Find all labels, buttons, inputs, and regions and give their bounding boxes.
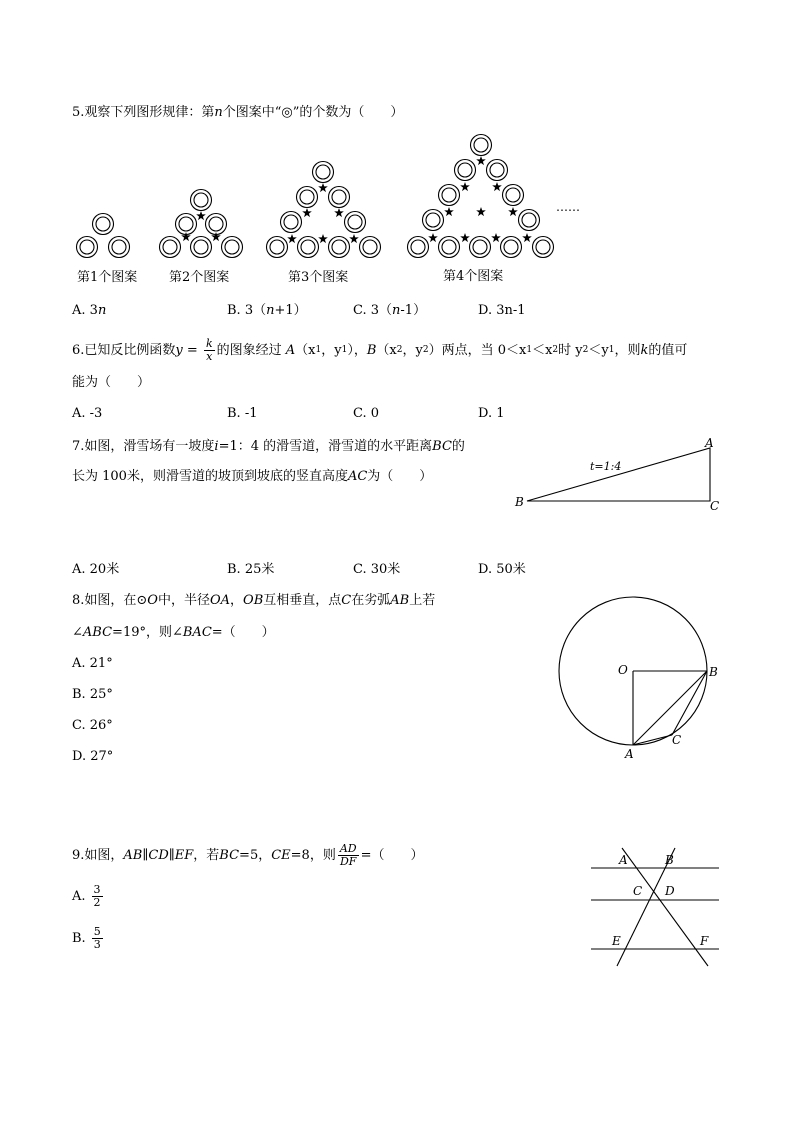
- q9-option-b[interactable]: B. $\frac{5}{3}$: [72, 924, 101, 951]
- q7-stem-line2: 长为 100米，则滑雪道的坡顶到坡底的竖直高度AC为（ ）: [72, 469, 433, 484]
- q7-option-d[interactable]: D. 50米: [478, 562, 526, 577]
- pattern-3: [267, 162, 381, 258]
- q5-option-b[interactable]: B. 3（n+1）: [227, 303, 307, 318]
- q5-option-c[interactable]: C. 3（n-1）: [353, 303, 427, 318]
- q7-slope-figure: [510, 435, 750, 515]
- q5-label-3: 第3个图案: [288, 270, 349, 285]
- q5-label-4: 第4个图案: [443, 269, 504, 284]
- q8-stem-line2: ∠ABC=19°，则∠BAC=（ ）: [72, 625, 275, 640]
- q6-option-b[interactable]: B. -1: [227, 406, 258, 421]
- q6-option-a[interactable]: A. -3: [72, 406, 103, 421]
- q7-option-c[interactable]: C. 30米: [353, 562, 401, 577]
- q5-option-a[interactable]: A. 3n: [72, 303, 107, 318]
- q9-parallel-lines-figure: [585, 842, 735, 972]
- q5-stem: 5.观察下列图形规律：第n个图案中“◎”的个数为（ ）: [72, 105, 404, 120]
- q7-label-B: B: [515, 495, 524, 509]
- q5-option-d[interactable]: D. 3n-1: [478, 303, 526, 318]
- q9-label-A: A: [619, 853, 628, 867]
- pattern-4: [408, 135, 554, 258]
- q5-label-2: 第2个图案: [169, 270, 230, 285]
- q7-stem-line1: 7.如图，滑雪场有一坡度i=1：4 的滑雪道，滑雪道的水平距离BC的: [72, 439, 465, 454]
- q8-label-C: C: [672, 733, 682, 747]
- q8-label-B: B: [709, 665, 718, 679]
- q6-stem-line1: 6.已知反比例函数 y = $\frac{k}{x}$ 的图象经过 A （x 1 ，y 1 ）， B （x 2 ，y 2 ）两点，当 0＜x 1 ＜x 2 时 y 2 ＜y 1 ，则 k 的值可: [72, 336, 688, 363]
- q8-option-b[interactable]: B. 25°: [72, 687, 113, 702]
- q8-label-A: A: [625, 747, 634, 761]
- pattern-2: [160, 190, 243, 258]
- q8-option-a[interactable]: A. 21°: [72, 656, 113, 671]
- q9-label-B: B: [665, 853, 674, 867]
- q7-option-a[interactable]: A. 20米: [72, 562, 120, 577]
- q7-option-b[interactable]: B. 25米: [227, 562, 275, 577]
- q5-pattern-figure: [0, 0, 794, 300]
- q8-option-d[interactable]: D. 27°: [72, 749, 114, 764]
- q7-label-C: C: [710, 499, 720, 513]
- q8-stem-line1: 8.如图，在⊙O中，半径OA，OB互相垂直，点C在劣弧AB上若: [72, 593, 436, 608]
- q7-label-A: A: [705, 436, 714, 450]
- q9-label-E: E: [612, 934, 621, 948]
- q6-k-over-x: $\frac{k}{x}$: [205, 336, 213, 363]
- pattern-1: [77, 214, 130, 258]
- q6-option-c[interactable]: C. 0: [353, 406, 380, 421]
- q8-option-c[interactable]: C. 26°: [72, 718, 113, 733]
- q5-ellipsis: ……: [556, 200, 580, 214]
- q6-option-d[interactable]: D. 1: [478, 406, 505, 421]
- q6-stem-line2: 能为（ ）: [72, 375, 151, 390]
- q7-slope-label: t=1:4: [590, 460, 622, 473]
- q9-stem-line1: 9.如图， AB ∥ CD ∥ EF ，若 BC =5， CE =8，则 $\frac{AD}{DF}$ =（ ）: [72, 841, 424, 868]
- q8-label-O: O: [618, 663, 628, 677]
- q9-ad-over-df: $\frac{AD}{DF}$: [339, 841, 357, 868]
- q9-label-F: F: [700, 934, 709, 948]
- q9-label-C: C: [633, 884, 643, 898]
- q9-option-a[interactable]: A. $\frac{3}{2}$: [72, 882, 101, 909]
- q8-circle-figure: [550, 590, 750, 790]
- q9-label-D: D: [665, 884, 675, 898]
- q5-label-1: 第1个图案: [77, 270, 138, 285]
